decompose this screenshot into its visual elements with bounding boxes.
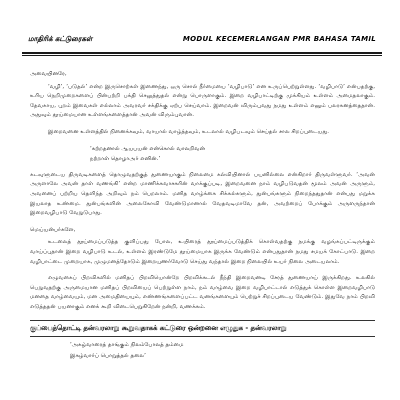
section-heading: குப்பைத்தொட்டி தன்வரலாறு கூறுவதாகக் கட்டுரை ஒன்றனை எழுதுக - தன்வரலாறு xyxy=(30,320,375,337)
page-header xyxy=(22,28,382,50)
quote-line-1: ‘கற்றதனால் ஆயபயன் என்கொல் வாலறிவன் xyxy=(90,145,205,152)
salutation-2: மெய்யன்பர்களே, xyxy=(30,226,76,233)
header-right-title: MODUL KECEMERLANGAN PMR BAHASA TAMIL xyxy=(182,35,376,43)
essay-content xyxy=(30,70,375,368)
quote-line-2: நற்றாள் தொழாஅர் எனின்.’ xyxy=(90,156,161,163)
paragraph-3: கடவுளுடைய திருவடிகளைத் தொழுவதற்குத் துணையாகும் நிலைமை கல்வியினால் பயனில்லை என்கிறார் திருவள்ளுவர். ‘அவன் அருளாலே அவன் தாள் வணங்கி’ என்ற மாணிக்கவாசகரின் வாக்குப்படி, இறைவனை நாம் வழிபடுவதன் மூலம் அவன் அருளும், அவனைப் பற்றிய தெளிந்த அறிவும் நம் பெறலாம். மனித வாழ்க்கை சிக்கல்களும், துன்பங்களும் நிறைந்ததுதான் என்பது மறுக்க இயலாத உண்மை. துன்பங்களின் அலைகோவி வேண்டுமானால் வேதவடிமாவே தன், அவற்றைப் போக்கும் அருளருந்தான் இறைவழிபாடு வேறுடுபாது. xyxy=(30,171,375,217)
header-rule-thin xyxy=(22,55,382,56)
section-quote-line-1: ‘அகழ்வாரைத் தாங்கும் நிலம்போலத் தம்மை xyxy=(70,342,184,349)
paragraph-4: உடலைத் தூய்மைப்படுத்த குளிப்பது போல, உயிரைத் தூய்மைப்படுத்திக் கொள்வதற்கு நமக்கு வழங்கப்பட்டிருக்கும் வாய்ப்புதான் இறை வழிபாடு உடல், உள்ளம் இரண்டுமே தூய்மையாக இருக்க வேண்டும் என்பதுதான் நமது சமயக் கோட்பாடு. இறை வழிபாட்டை முறையாக, முழுமனத்தோடும் இறையுணர்வோடு செய்து வந்தால் இறை நிலையில் உயர் நிலை அடையலாம். xyxy=(30,239,375,265)
paragraph-2: இறைவனை உள்ளத்தில் நினைக்கவும், வாயால் வாழ்த்தவும், உடலால் வழிபடவும் செய்தல் சால சிறப்புடையது. xyxy=(48,128,330,135)
salutation: அவையினரே, xyxy=(30,71,67,77)
section-quote-line-2: இகழ்வார்ப் பொறுத்தல் தலை’ xyxy=(70,353,146,360)
header-left-title: மாதிரிக் கட்டுரைகள் xyxy=(28,34,93,43)
paragraph-5: எழுவகைப் பிறவிகளில் மனிதப் பிறவியொன்றே பிறவிக்கடல் நீந்தி இறைவனடி சேரத் துணையாய் இருக்கிறது. உலகில் பெறுவதற்கு அருமையான மனிதப் பிறவியைப் பெற்றுள்ள நாம், நம் வாழ்வை இறை வழிபாட்டால் எடுத்துக் கொள்ள இறைவழிபாடு மனதை வாழ்வையும், மன அமைதியையும், எண்ணங்களைப்பட்ட வனங்களையும் பெற்றுச் சிறப்புடைய வேண்டும். இதுவே நாம் பிறவி எடுத்ததன் பயனாகும் எனக் கூறி விடைபெறுகிறேன் நன்றி, வணக்கம். xyxy=(30,275,375,310)
header-rule xyxy=(22,52,382,54)
paragraph-1: ‘வழி’, ‘படுதல்’ என்ற இருசொற்கள் இணைந்து, ஒரு சொல் நீர்மையை ‘வழிபாடு’ என உருப்பெற்றுள்ளது. ‘வழிபாடு’ என்பதற்கு, உரிய நெறிமுறைகளைப் பின்பற்றி பக்தி செலுத்துதல் என்று பொருளாகும். இறை வழிபாட்டிற்கு முக்கியம் உள்ளம் அமைதலாகும். தேவகாய, புறம் இவைகள் எல்லாம் அவரவர் சக்திக்கு ஏற்ப செய்வாம். இறைவன் விரும்புவது நமது உள்ளம் எனும் பலரகனத்தைதான். அதுவும் தூய்மையான உள்ளங்களைத்தான் அவன் விரும்புவான். xyxy=(30,83,375,119)
